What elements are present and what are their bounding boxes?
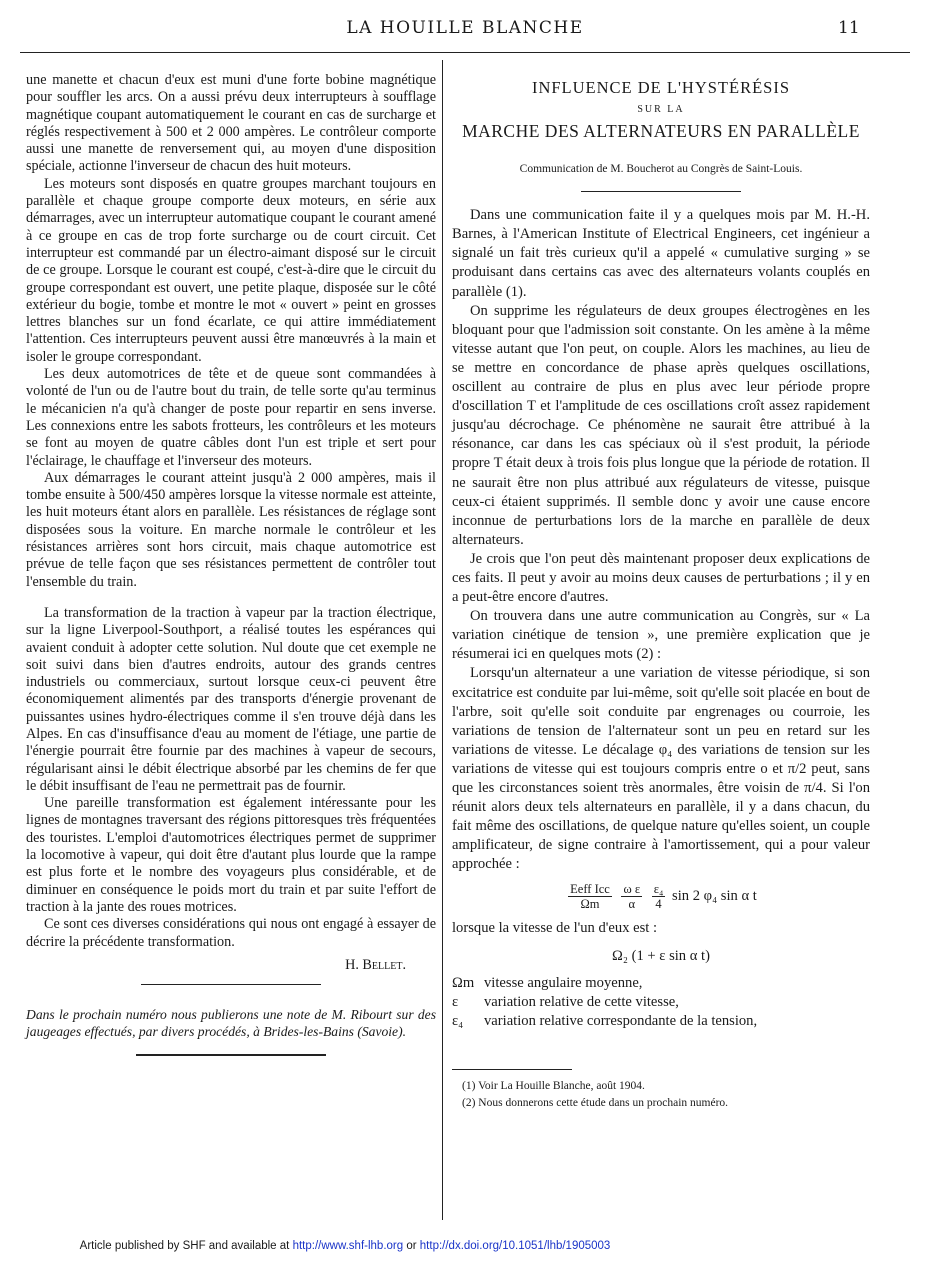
footnote: (2) Nous donnerons cette étude dans un prochain numéro.: [462, 1096, 729, 1109]
fraction-numerator: ω ε: [623, 882, 641, 897]
article-title-line1: INFLUENCE DE L'HYSTÉRÉSIS: [531, 78, 791, 97]
symbol-row: [452, 974, 870, 993]
paragraph: Les deux automotrices de tête et de queue sont commandées à volonté de l'un ou de l'autre bout du train, de telle sorte qu'au terminus le mécanicien n'a qu'à changer de poste pour repartir en sens inverse. Les connexions entre les sabots frotteurs, les contrôleurs et les moteurs se font au moyen de quatre câbles dont l'un est triple et sert pour l'éclairage, le chauffage et l'inverseur des moteurs.: [26, 366, 436, 469]
fraction-numerator: ε₄: [653, 882, 664, 897]
paragraph: Lorsqu'un alternateur a une variation de vitesse périodique, si son excitatrice est conduite par lui-même, soit qu'elle soit placée en bout de l'arbre, soit qu'elle soit conduite par engrenages ou courroie, les variations de tension de l'alternateur sont un peu en retard sur les variations de vitesse. Le décalage φ₄ des variations de tension sur les variations de vitesse qui est toujours compris entre o et π/2 peut, sans que les circonstances soient très anormales, être voisin de π/4. Si l'on réunit alors deux tels alternateurs en parallèle, il y a dans chacun, du fait même des oscillations, de quelque nature qu'elles soient, un couple amplificateur, de signe contraire à l'amortissement, qui a pour valeur approchée :: [452, 665, 870, 873]
communication-credit: Communication de M. Boucherot au Congrès de Saint-Louis.: [519, 163, 803, 176]
paragraph: lorsque la vitesse de l'un d'eux est :: [452, 920, 658, 937]
symbol-description: variation relative de cette vitesse,: [484, 993, 679, 1010]
fraction: [652, 882, 666, 911]
symbol-row: [452, 1012, 870, 1031]
symbol-description: vitesse angulaire moyenne,: [484, 974, 643, 991]
paragraph: On supprime les régulateurs de deux groupes électrogènes en les bloquant pour que l'admission soit constante. On les amène à la même vitesse autant que l'on peut, on couple. Alors les machines, au lieu de se mettre en concordance de phase après quelques oscillations, oscillent au contraire de plus en plus avec leur période propre d'oscillation T et l'amplitude de ces oscillations croît assez rapidement jusqu'au décrochage. Ce phénomène ne saurait être attribué à la résonance, car dans les cas spéciaux où il s'est produit, la période propre T était deux à trois fois plus longue que la période de rotation. Il ne saurait être non plus attribué aux régulateurs de vitesse, puisque ceux-ci étaient supprimés. Il semble donc y avoir une cause encore inconnue de perturbations lors de la marche en parallèle de deux alternateurs.: [452, 302, 870, 548]
symbol: ε₄: [452, 1012, 464, 1029]
journal-title: LA HOUILLE BLANCHE: [346, 18, 584, 38]
paragraph: Je crois que l'on peut dès maintenant proposer deux explications de ces faits. Il peut y avoir au moins deux causes de perturbations ; il y en a peut-être encore d'autres.: [452, 550, 870, 606]
paragraph: La transformation de la traction à vapeur par la traction électrique, sur la ligne Liverpool-Southport, a réalisé toutes les espérances qui avaient conduit à adopter cette solution. Nul doute que cet exemple ne soit suivi dans bien d'autres endroits, autour des grands centres industriels ou commerciaux, surtout lorsque ceux-ci peuvent être économiquement alimentés par des transports d'énergie provenant de puissantes usines hydro-électriques comme il s'en trouve déjà dans les Alpes. En cas d'insuffisance d'eau au moment de l'étiage, une partie de l'énergie pourrait être fournie par des machines à vapeur de secours, régularisant ainsi le débit électrique absorbé par les chemins de fer que le débit insuffisant de l'eau ne permettrait pas de fournir.: [26, 604, 436, 794]
symbol-description: variation relative correspondante de la tension,: [484, 1012, 758, 1029]
formula-couple: [452, 882, 870, 911]
fraction: [568, 882, 612, 911]
right-column: [452, 72, 870, 1112]
publication-footer: [0, 1240, 690, 1252]
fraction-denominator: Ωm: [580, 897, 600, 912]
article-title-line2: MARCHE DES ALTERNATEURS EN PARALLÈLE: [462, 121, 860, 142]
formula-tail: sin 2 φ₄ sin α t: [672, 888, 757, 905]
shf-link[interactable]: http://www.shf-lhb.org: [292, 1240, 404, 1252]
fraction-numerator: Eeff Icc: [570, 882, 610, 897]
paragraph: Aux démarrages le courant atteint jusqu'à 2 000 ampères, mais il tombe ensuite à 500/450 ampères lorsque la vitesse normale est atteinte, les huit moteurs étant alors en parallèle. Les résistances de réglage sont disposées sous la voiture. En marche normale le contrôleur et les résistances arrières sont hors circuit, mais chaque automotrice est prévue de telle façon que ses résistances permettent de contrôler tout l'ensemble du train.: [26, 469, 436, 590]
article-title-sur: SUR LA: [637, 104, 685, 115]
divider: [136, 1054, 326, 1056]
paragraph: Une pareille transformation est également intéressante pour les lignes de montagnes traversant des régions pittoresques très fréquentées des touristes. L'emploi d'automotrices électriques permet de supprimer la locomotive à vapeur, qui doit être d'autant plus lourde que la rampe est plus forte et le nombre des voyageurs plus considérable, et de diminuer en conséquence le poids mort du train et par suite l'effort de traction à la jante des roues motrices.: [26, 795, 436, 915]
paragraph: une manette et chacun d'eux est muni d'une forte bobine magnétique pour souffler les arcs. On a aussi prévu deux interrupteurs à soufflage magnétique coupant automatiquement le courant en cas de surcharge et réglés respectivement à 500 et 2 000 ampères. Le contrôleur comporte aussi une manette de renversement qui, au moyen d'une disposition spéciale, actionne l'inverseur de chacun des huit moteurs.: [26, 72, 436, 175]
formula-speed: Ω₂ (1 + ε sin α t): [612, 947, 710, 964]
fraction-denominator: α: [628, 897, 636, 912]
paragraph: Dans une communication faite il y a quelques mois par M. H.-H. Barnes, à l'American Institute of Electrical Engineers, cet ingénieur a signalé un fait très curieux qu'il a appelé « cumulative surging » se produisant dans certains cas avec des alternateurs volants couplés en parallèle (1).: [452, 207, 870, 300]
footnote-rule: [452, 1069, 572, 1070]
page-number: 11: [838, 18, 860, 38]
paragraph: On trouvera dans une autre communication au Congrès, sur « La variation cinétique de tension », une première explication que je résumerai ici en quelques mots (2) :: [452, 608, 870, 663]
divider: [581, 191, 741, 192]
footer-or: or: [406, 1240, 417, 1252]
fraction-denominator: 4: [655, 897, 662, 912]
symbol: ε: [452, 993, 459, 1010]
symbol-list: [452, 974, 870, 1031]
footer-text: Article published by SHF and available at: [79, 1240, 290, 1252]
header-rule: [20, 52, 910, 53]
symbol: Ωm: [452, 974, 475, 991]
footnote: (1) Voir La Houille Blanche, août 1904.: [462, 1079, 645, 1092]
left-column: [26, 72, 436, 1066]
symbol-row: [452, 993, 870, 1012]
fraction: [621, 882, 642, 911]
paragraph: Ce sont ces diverses considérations qui nous ont engagé à essayer de décrire la précédente transformation.: [26, 916, 436, 950]
paragraph: Les moteurs sont disposés en quatre groupes marchant toujours en parallèle et chaque groupe comporte deux moteurs, en série aux démarrages, avec un interrupteur automatique coupant le courant amené à ce groupe en cas de trop forte surcharge ou de court circuit. Cet interrupteur est commandé par un électro-aimant disposé sur le circuit de ce groupe. Lorsque le courant est coupé, c'est-à-dire que le circuit du groupe correspondant est ouvert, une petite plaque, disposée sur le côté extérieur du bogie, tombe et montre le mot « ouvert » peint en grosses lettres blanches sur un fond écarlate, ce qui attire immédiatement l'attention. Ces interrupteurs peuvent aussi être manœuvrés à la main et isoler le groupe correspondant.: [26, 175, 436, 365]
doi-link[interactable]: http://dx.doi.org/10.1051/lhb/1905003: [419, 1240, 611, 1252]
divider: [141, 984, 321, 985]
author-signature: H. Bellet.: [345, 956, 406, 973]
column-divider: [442, 60, 443, 1220]
editor-note: Dans le prochain numéro nous publierons une note de M. Ribourt sur des jaugeages effectués, par divers procédés, à Brides-les-Bains (Savoie).: [26, 1007, 436, 1039]
